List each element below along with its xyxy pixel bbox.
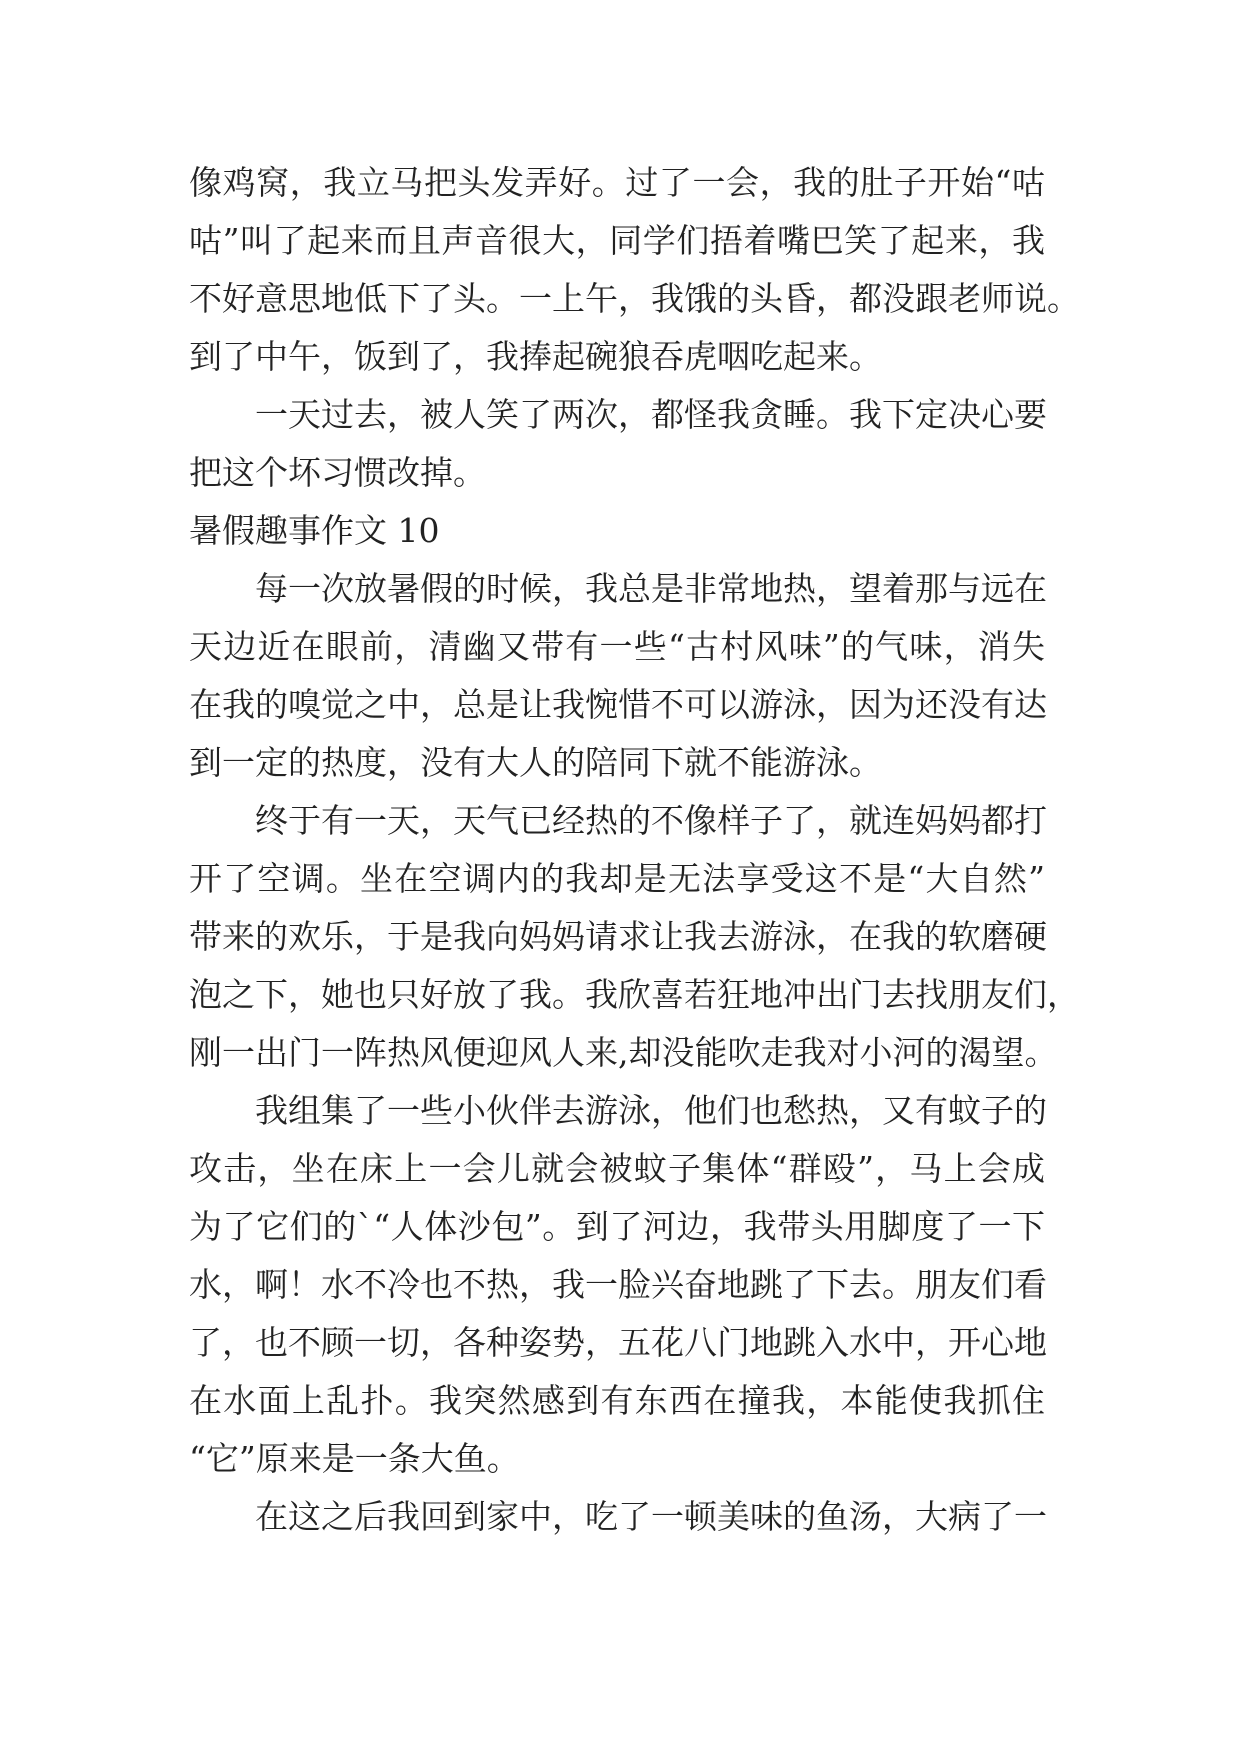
paragraph xyxy=(189,792,1080,1082)
text-line: 不好意思地低下了头。一上午，我饿的头昏，都没跟老师说。 xyxy=(189,279,1080,318)
paragraph xyxy=(189,154,1080,386)
document-body xyxy=(189,154,1080,1546)
paragraph xyxy=(189,560,1045,792)
text-line: 把这个坏习惯改掉。 xyxy=(189,453,486,492)
text-line: 在这之后我回到家中，吃了一顿美味的鱼汤，大病了一 xyxy=(255,1497,1047,1536)
text-line: 一天过去，被人笑了两次，都怪我贪睡。我下定决心要 xyxy=(255,395,1047,434)
text-line: 在水面上乱扑。我突然感到有东西在撞我，本能使我抓住 xyxy=(189,1381,1045,1420)
text-line: 刚一出门一阵热风便迎风人来,却没能吹走我对小河的渴望。 xyxy=(189,1033,1058,1072)
text-line: 像鸡窝，我立马把头发弄好。过了一会，我的肚子开始“咕 xyxy=(189,163,1045,202)
text-line: 每一次放暑假的时候，我总是非常地热，望着那与远在 xyxy=(255,569,1047,608)
text-line: 在我的嗅觉之中，总是让我惋惜不可以游泳，因为还没有达 xyxy=(189,685,1047,724)
text-line: 到了中午，饭到了，我捧起碗狼吞虎咽吃起来。 xyxy=(189,337,882,376)
text-line: 我组集了一些小伙伴去游泳，他们也愁热，又有蚊子的 xyxy=(255,1091,1047,1130)
text-line: 攻击，坐在床上一会儿就会被蚊子集体“群殴”，马上会成 xyxy=(189,1149,1045,1188)
text-line: 到一定的热度，没有大人的陪同下就不能游泳。 xyxy=(189,743,882,782)
paragraph xyxy=(189,386,1045,502)
text-line: 泡之下，她也只好放了我。我欣喜若狂地冲出门去找朋友们， xyxy=(189,975,1080,1014)
text-line: 为了它们的`“人体沙包”。到了河边，我带头用脚度了一下 xyxy=(189,1207,1045,1246)
text-line: 开了空调。坐在空调内的我却是无法享受这不是“大自然” xyxy=(189,859,1045,898)
text-line: 水，啊！水不冷也不热，我一脸兴奋地跳了下去。朋友们看 xyxy=(189,1265,1047,1304)
paragraph xyxy=(189,1488,1045,1546)
section-heading: 暑假趣事作文 10 xyxy=(189,511,440,550)
text-line: “它”原来是一条大鱼。 xyxy=(189,1439,520,1478)
text-line: 了，也不顾一切，各种姿势，五花八门地跳入水中，开心地 xyxy=(189,1323,1047,1362)
text-line: 咕”叫了起来而且声音很大，同学们捂着嘴巴笑了起来，我 xyxy=(189,221,1045,260)
text-line: 终于有一天，天气已经热的不像样子了，就连妈妈都打 xyxy=(255,801,1047,840)
text-line: 带来的欢乐，于是我向妈妈请求让我去游泳，在我的软磨硬 xyxy=(189,917,1047,956)
text-line: 天边近在眼前，清幽又带有一些“古村风味”的气味，消失 xyxy=(189,627,1045,666)
paragraph xyxy=(189,1082,1045,1488)
